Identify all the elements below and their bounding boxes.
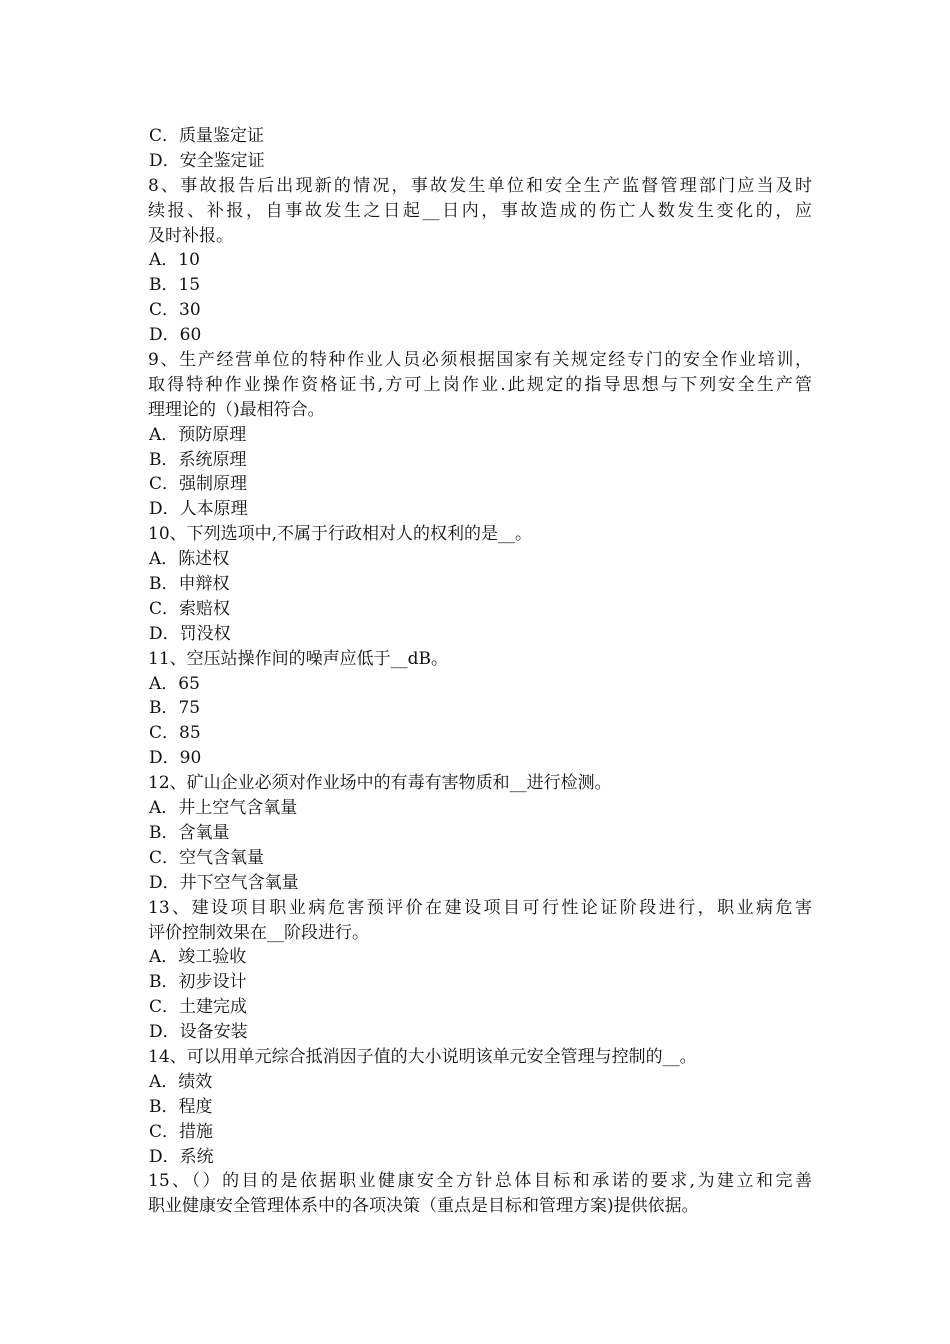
answer-option bbox=[148, 448, 812, 473]
option-text: D．90 bbox=[149, 748, 202, 769]
question-text-line: 12、矿山企业必须对作业场中的有毒有害物质和__进行检测。 bbox=[148, 773, 612, 794]
question-text-line: 评价控制效果在__阶段进行。 bbox=[148, 922, 369, 943]
answer-option bbox=[148, 597, 812, 622]
question-text-line: 及时补报。 bbox=[148, 225, 233, 246]
answer-option bbox=[148, 1020, 812, 1045]
answer-option bbox=[148, 796, 812, 821]
option-text: B．程度 bbox=[149, 1096, 213, 1117]
answer-option bbox=[148, 1120, 812, 1145]
option-text: D．安全鉴定证 bbox=[149, 150, 265, 171]
answer-option bbox=[148, 846, 812, 871]
answer-option bbox=[148, 149, 812, 174]
option-text: A．竣工验收 bbox=[149, 947, 247, 968]
option-text: B．含氧量 bbox=[149, 822, 230, 843]
option-text: B．75 bbox=[149, 698, 201, 719]
question-text-line: 续报、补报，自事故发生之日起__日内，事故造成的伤亡人数发生变化的，应 bbox=[148, 200, 812, 221]
answer-option bbox=[148, 547, 812, 572]
option-text: D．人本原理 bbox=[149, 499, 248, 520]
option-text: B．初步设计 bbox=[149, 972, 247, 993]
option-text: C．85 bbox=[149, 723, 201, 744]
answer-option bbox=[148, 1070, 812, 1095]
option-text: D．罚没权 bbox=[149, 623, 231, 644]
option-text: B．申辩权 bbox=[149, 574, 230, 595]
question-text-line: 10、下列选项中,不属于行政相对人的权利的是__。 bbox=[148, 524, 533, 545]
question-block bbox=[148, 771, 812, 796]
answer-option bbox=[148, 622, 812, 647]
answer-option bbox=[148, 970, 812, 995]
question-text-line: 取得特种作业操作资格证书,方可上岗作业.此规定的指导思想与下列安全生产管 bbox=[148, 374, 812, 395]
answer-option bbox=[148, 273, 812, 298]
option-text: D．60 bbox=[149, 325, 202, 346]
answer-option bbox=[148, 871, 812, 896]
answer-option bbox=[148, 746, 812, 771]
option-text: B．15 bbox=[149, 275, 201, 296]
answer-option bbox=[148, 472, 812, 497]
question-text-line: 理理论的（)最相符合。 bbox=[148, 399, 325, 420]
question-text-line: 11、空压站操作间的噪声应低于__dB。 bbox=[148, 648, 449, 669]
answer-option bbox=[148, 821, 812, 846]
option-text: B．系统原理 bbox=[149, 449, 247, 470]
option-text: C．空气含氧量 bbox=[149, 847, 265, 868]
answer-option bbox=[148, 124, 812, 149]
question-block bbox=[148, 174, 812, 249]
option-text: A．预防原理 bbox=[149, 424, 247, 445]
question-text-line: 13、建设项目职业病危害预评价在建设项目可行性论证阶段进行，职业病危害 bbox=[148, 897, 812, 918]
answer-option bbox=[148, 323, 812, 348]
option-text: A．井上空气含氧量 bbox=[149, 798, 298, 819]
option-text: A．绩效 bbox=[149, 1071, 213, 1092]
option-text: D．井下空气含氧量 bbox=[149, 872, 299, 893]
answer-option bbox=[148, 995, 812, 1020]
question-text-line: 15、（）的目的是依据职业健康安全方针总体目标和承诺的要求,为建立和完善 bbox=[148, 1171, 812, 1192]
question-block bbox=[148, 1045, 812, 1070]
answer-option bbox=[148, 1145, 812, 1170]
question-text-line: 职业健康安全管理体系中的各项决策（重点是目标和管理方案)提供依据。 bbox=[148, 1196, 699, 1217]
option-text: C．质量鉴定证 bbox=[149, 126, 265, 146]
answer-option bbox=[148, 423, 812, 448]
option-text: A．陈述权 bbox=[149, 549, 230, 570]
option-text: A．10 bbox=[149, 250, 200, 271]
question-block bbox=[148, 348, 812, 423]
option-text: A．65 bbox=[149, 673, 200, 694]
answer-option bbox=[148, 1095, 812, 1120]
document-body bbox=[148, 124, 812, 1219]
question-text-line: 14、可以用单元综合抵消因子值的大小说明该单元安全管理与控制的__。 bbox=[148, 1046, 697, 1067]
option-text: C．30 bbox=[149, 300, 201, 321]
question-text-line: 8、事故报告后出现新的情况，事故发生单位和安全生产监督管理部门应当及时 bbox=[148, 175, 812, 196]
option-text: C．强制原理 bbox=[149, 474, 248, 495]
option-text: C．措施 bbox=[149, 1121, 214, 1142]
question-block bbox=[148, 1169, 812, 1219]
answer-option bbox=[148, 672, 812, 697]
question-block bbox=[148, 522, 812, 547]
question-block bbox=[148, 896, 812, 946]
answer-option bbox=[148, 248, 812, 273]
answer-option bbox=[148, 945, 812, 970]
answer-option bbox=[148, 298, 812, 323]
answer-option bbox=[148, 497, 812, 522]
question-text-line: 9、生产经营单位的特种作业人员必须根据国家有关规定经专门的安全作业培训， bbox=[148, 350, 812, 371]
option-text: D．系统 bbox=[149, 1146, 214, 1167]
option-text: C．土建完成 bbox=[149, 997, 248, 1018]
option-text: C．索赔权 bbox=[149, 598, 231, 619]
answer-option bbox=[148, 696, 812, 721]
answer-option bbox=[148, 572, 812, 597]
question-block bbox=[148, 647, 812, 672]
answer-option bbox=[148, 721, 812, 746]
option-text: D．设备安装 bbox=[149, 1022, 248, 1043]
